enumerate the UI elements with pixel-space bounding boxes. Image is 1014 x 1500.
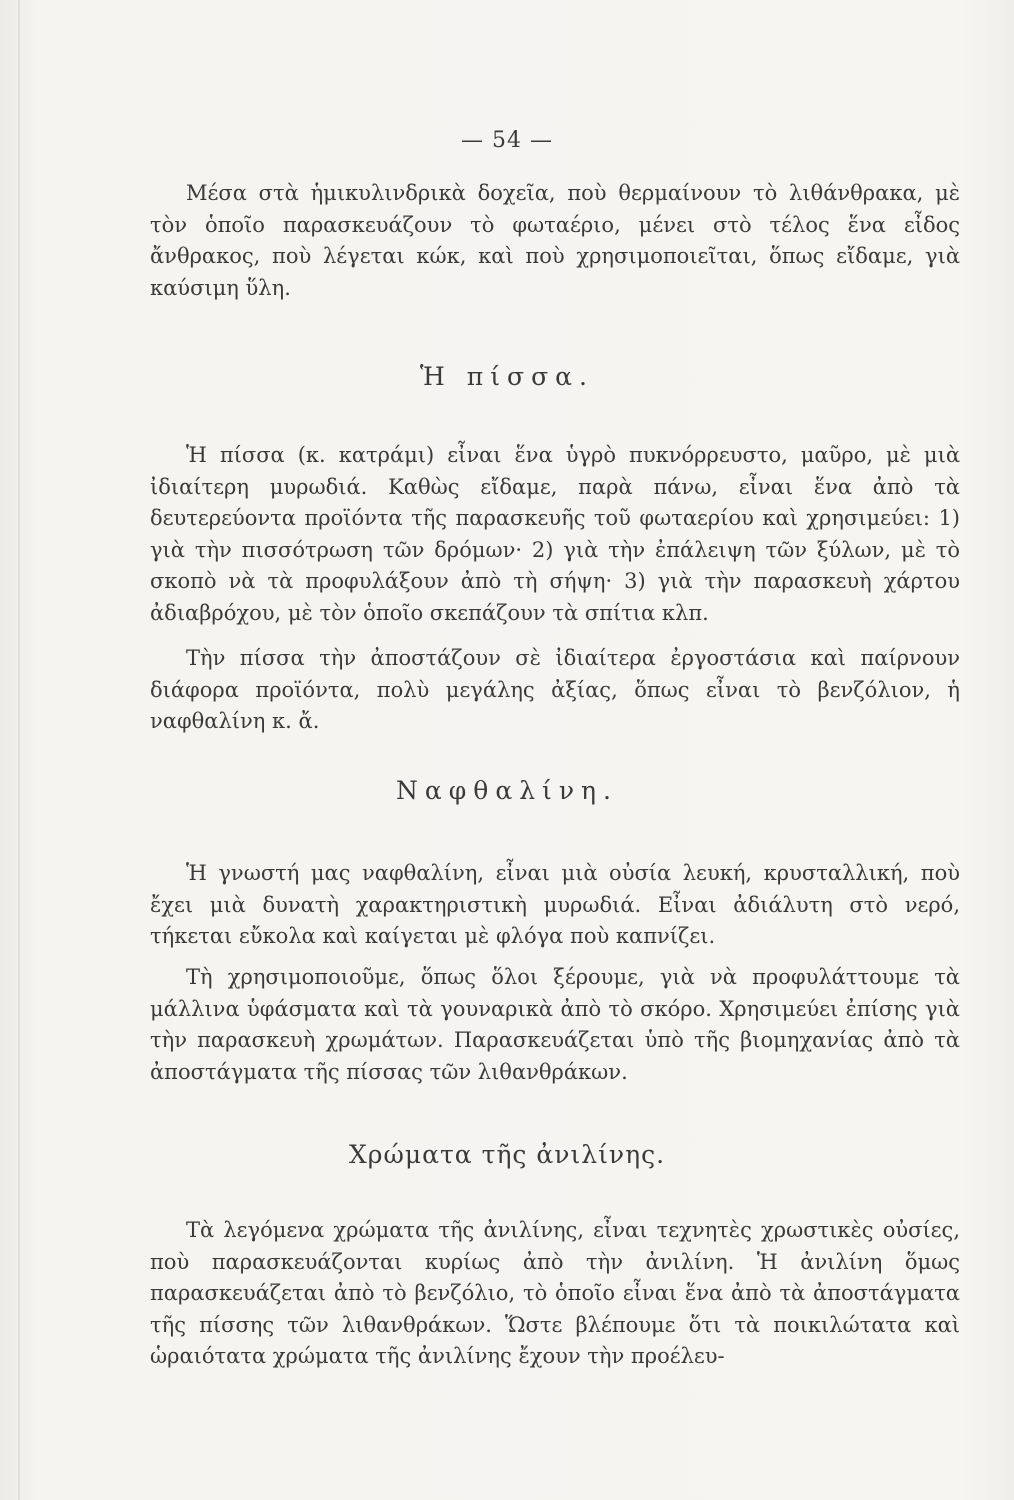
heading-aniline-colors: Χρώματα τῆς ἀνιλίνης. <box>348 1140 666 1169</box>
binding-edge <box>18 0 20 1500</box>
paragraph-pitch-description: Ἡ πίσσα (κ. κατράμι) εἶναι ἕνα ὑγρὸ πυκνόρρευστο, μαῦρο, μὲ μιὰ ἰδιαίτερη μυρωδιά. Καθὼς εἴδαμε, παρὰ πάνω, εἶναι ἕνα ἀπὸ τὰ δευτερεύοντα προϊόντα τῆς παρασκευῆς τοῦ φωταερίου καὶ χρησιμεύει: 1) γιὰ τὴν πισσότρωση τῶν δρόμων· 2) γιὰ τὴν ἐπάλειψη τῶν ξύλων, μὲ τὸ σκοπὸ νὰ τὰ προφυλάξουν ἀπὸ τὴ σήψη· 3) γιὰ τὴν παρασκευὴ χάρτου ἀδιαβρόχου, μὲ τὸν ὁποῖο σκεπάζουν τὰ σπίτια κλπ. <box>150 443 960 625</box>
page-number: — 54 — <box>461 128 553 153</box>
paragraph-aniline-colors: Τὰ λεγόμενα χρώματα τῆς ἀνιλίνης, εἶναι τεχνητὲς χρωστικὲς οὐσίες, ποὺ παρασκευάζονται κυρίως ἀπὸ τὴν ἀνιλίνη. Ἡ ἀνιλίνη ὅμως παρασκευάζεται ἀπὸ τὸ βενζόλιο, τὸ ὁποῖο εἶναι ἕνα ἀπὸ τὰ ἀποστάγματα τῆς πίσσης τῶν λιθανθράκων. Ὥστε βλέπουμε ὅτι τὰ ποικιλώτατα καὶ ὡραιότατα χρώματα τῆς ἀνιλίνης ἔχουν τὴν προέλευ- <box>150 1218 960 1368</box>
paragraph-pitch-distillation: Τὴν πίσσα τὴν ἀποστάζουν σὲ ἰδιαίτερα ἐργοστάσια καὶ παίρνουν διάφορα προϊόντα, πολὺ μεγάλης ἀξίας, ὅπως εἶναι τὸ βενζόλιον, ἡ ναφθαλίνη κ. ἄ. <box>150 646 960 733</box>
paragraph-naphthalene-description: Ἡ γνωστή μας ναφθαλίνη, εἶναι μιὰ οὐσία λευκή, κρυσταλλική, ποὺ ἔχει μιὰ δυνατὴ χαρακτηριστικὴ μυρωδιά. Εἶναι ἀδιάλυτη στὸ νερό, τήκεται εὔκολα καὶ καίγεται μὲ φλόγα ποὺ καπνίζει. <box>150 861 960 948</box>
paragraph-naphthalene-uses: Τὴ χρησιμοποιοῦμε, ὅπως ὅλοι ξέρουμε, γιὰ νὰ προφυλάττουμε τὰ μάλλινα ὑφάσματα καὶ τὰ γουναρικὰ ἀπὸ τὸ σκόρο. Χρησιμεύει ἐπίσης γιὰ τὴν παρασκευὴ χρωμάτων. Παρασκευάζεται ὑπὸ τῆς βιομηχανίας ἀπὸ τὰ ἀποστάγματα τῆς πίσσας τῶν λιθανθράκων. <box>150 965 960 1084</box>
heading-naphthalene: Ναφθαλίνη. <box>396 776 618 805</box>
paragraph-coke: Μέσα στὰ ἡμικυλινδρικὰ δοχεῖα, ποὺ θερμαίνουν τὸ λιθάνθρακα, μὲ τὸν ὁποῖο παρασκευάζουν τὸ φωταέριο, μένει στὸ τέλος ἕνα εἶδος ἄνθρακος, ποὺ λέγεται κώκ, καὶ ποὺ χρησιμοποιεῖται, ὅπως εἴδαμε, γιὰ καύσιμη ὕλη. <box>150 181 960 300</box>
heading-pitch: Ἡ πίσσα. <box>420 362 594 391</box>
